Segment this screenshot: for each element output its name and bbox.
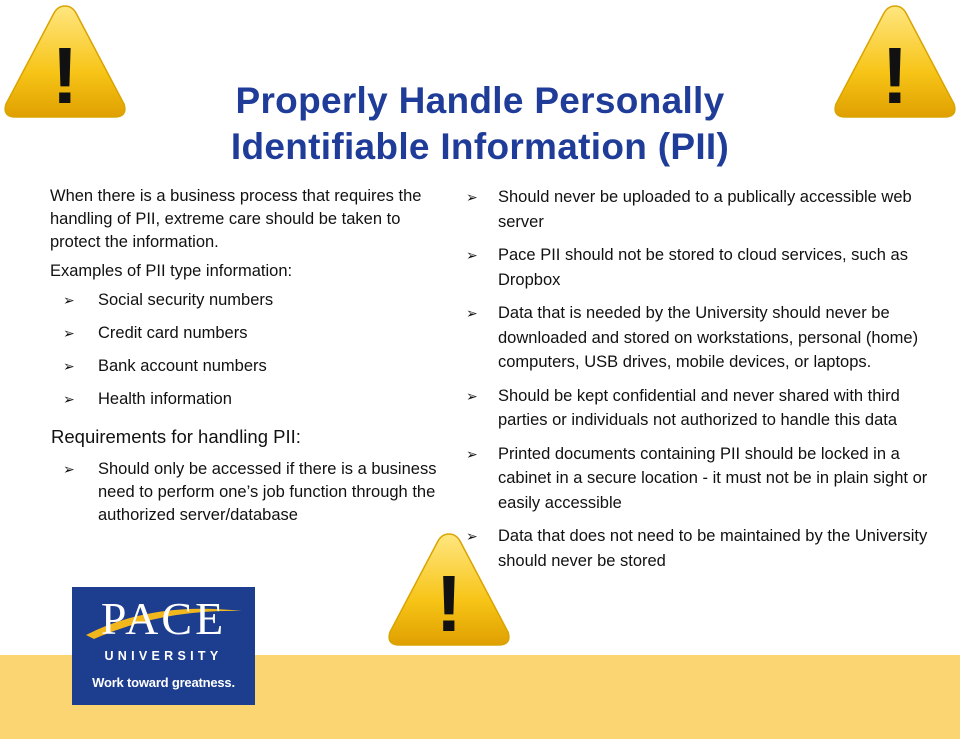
logo-subtitle: UNIVERSITY [104, 649, 223, 663]
list-item [466, 243, 936, 292]
logo-tagline: Work toward greatness. [92, 675, 235, 690]
examples-heading: Examples of PII type information: [50, 262, 293, 280]
title-line-2: Identifiable Information (PII) [230, 126, 730, 167]
slide-title [120, 78, 840, 170]
list-item-text: Credit card numbers [98, 324, 248, 342]
list-item [466, 442, 936, 516]
list-item [466, 524, 936, 573]
list-item-text: Printed documents containing PII should be locked in a cabinet in a secure location - it must not be in plain sight or easily accessible [498, 444, 928, 512]
list-item [466, 301, 936, 375]
svg-text:!: ! [51, 31, 79, 120]
arrow-bullet-icon: ➢ [63, 292, 75, 308]
list-item-text: Data that does not need to be maintained by the University should never be stored [498, 527, 928, 570]
list-item [50, 355, 450, 378]
list-item-text: Pace PII should not be stored to cloud services, such as Dropbox [498, 246, 908, 289]
right-column [466, 185, 936, 573]
list-item-text: Should be kept confidential and never shared with third parties or individuals not authorized to handle this data [498, 386, 900, 429]
list-item-text: Social security numbers [98, 291, 274, 309]
list-item-text: Health information [98, 390, 232, 408]
pace-university-logo [72, 587, 255, 705]
arrow-bullet-icon: ➢ [466, 387, 478, 404]
list-item [50, 322, 450, 345]
arrow-bullet-icon: ➢ [466, 445, 478, 462]
arrow-bullet-icon: ➢ [466, 305, 478, 321]
arrow-bullet-icon: ➢ [466, 247, 478, 263]
requirements-list [50, 458, 450, 527]
warning-icon [830, 0, 960, 125]
arrow-bullet-icon: ➢ [63, 461, 75, 477]
warning-icon [0, 0, 130, 125]
intro-paragraph: When there is a business process that requires the handling of PII, extreme care should be taken to protect the information. [50, 187, 422, 251]
list-item [466, 384, 936, 433]
list-item [50, 458, 450, 527]
arrow-bullet-icon: ➢ [63, 325, 75, 341]
left-column [50, 185, 450, 527]
title-line-1: Properly Handle Personally [235, 80, 725, 121]
list-item [466, 185, 936, 234]
arrow-bullet-icon: ➢ [63, 358, 75, 374]
svg-text:!: ! [881, 31, 909, 120]
list-item-text: Bank account numbers [98, 357, 267, 375]
requirements-continued-list [466, 185, 936, 573]
list-item [50, 289, 450, 312]
svg-text:!: ! [435, 559, 463, 648]
arrow-bullet-icon: ➢ [63, 391, 75, 407]
list-item-text: Should only be accessed if there is a business need to perform one’s job function through the authorized server/database [98, 460, 437, 524]
list-item [50, 388, 450, 411]
requirements-heading: Requirements for handling PII: [51, 426, 301, 447]
list-item-text: Should never be uploaded to a publically accessible web server [498, 188, 912, 231]
logo-wordmark: PACE [100, 593, 227, 644]
arrow-bullet-icon: ➢ [466, 528, 478, 544]
arrow-bullet-icon: ➢ [466, 189, 478, 205]
examples-list [50, 289, 450, 411]
list-item-text: Data that is needed by the University should never be downloaded and stored on workstations, personal (home) computers, USB drives, mobile devices, or laptops. [498, 304, 919, 371]
